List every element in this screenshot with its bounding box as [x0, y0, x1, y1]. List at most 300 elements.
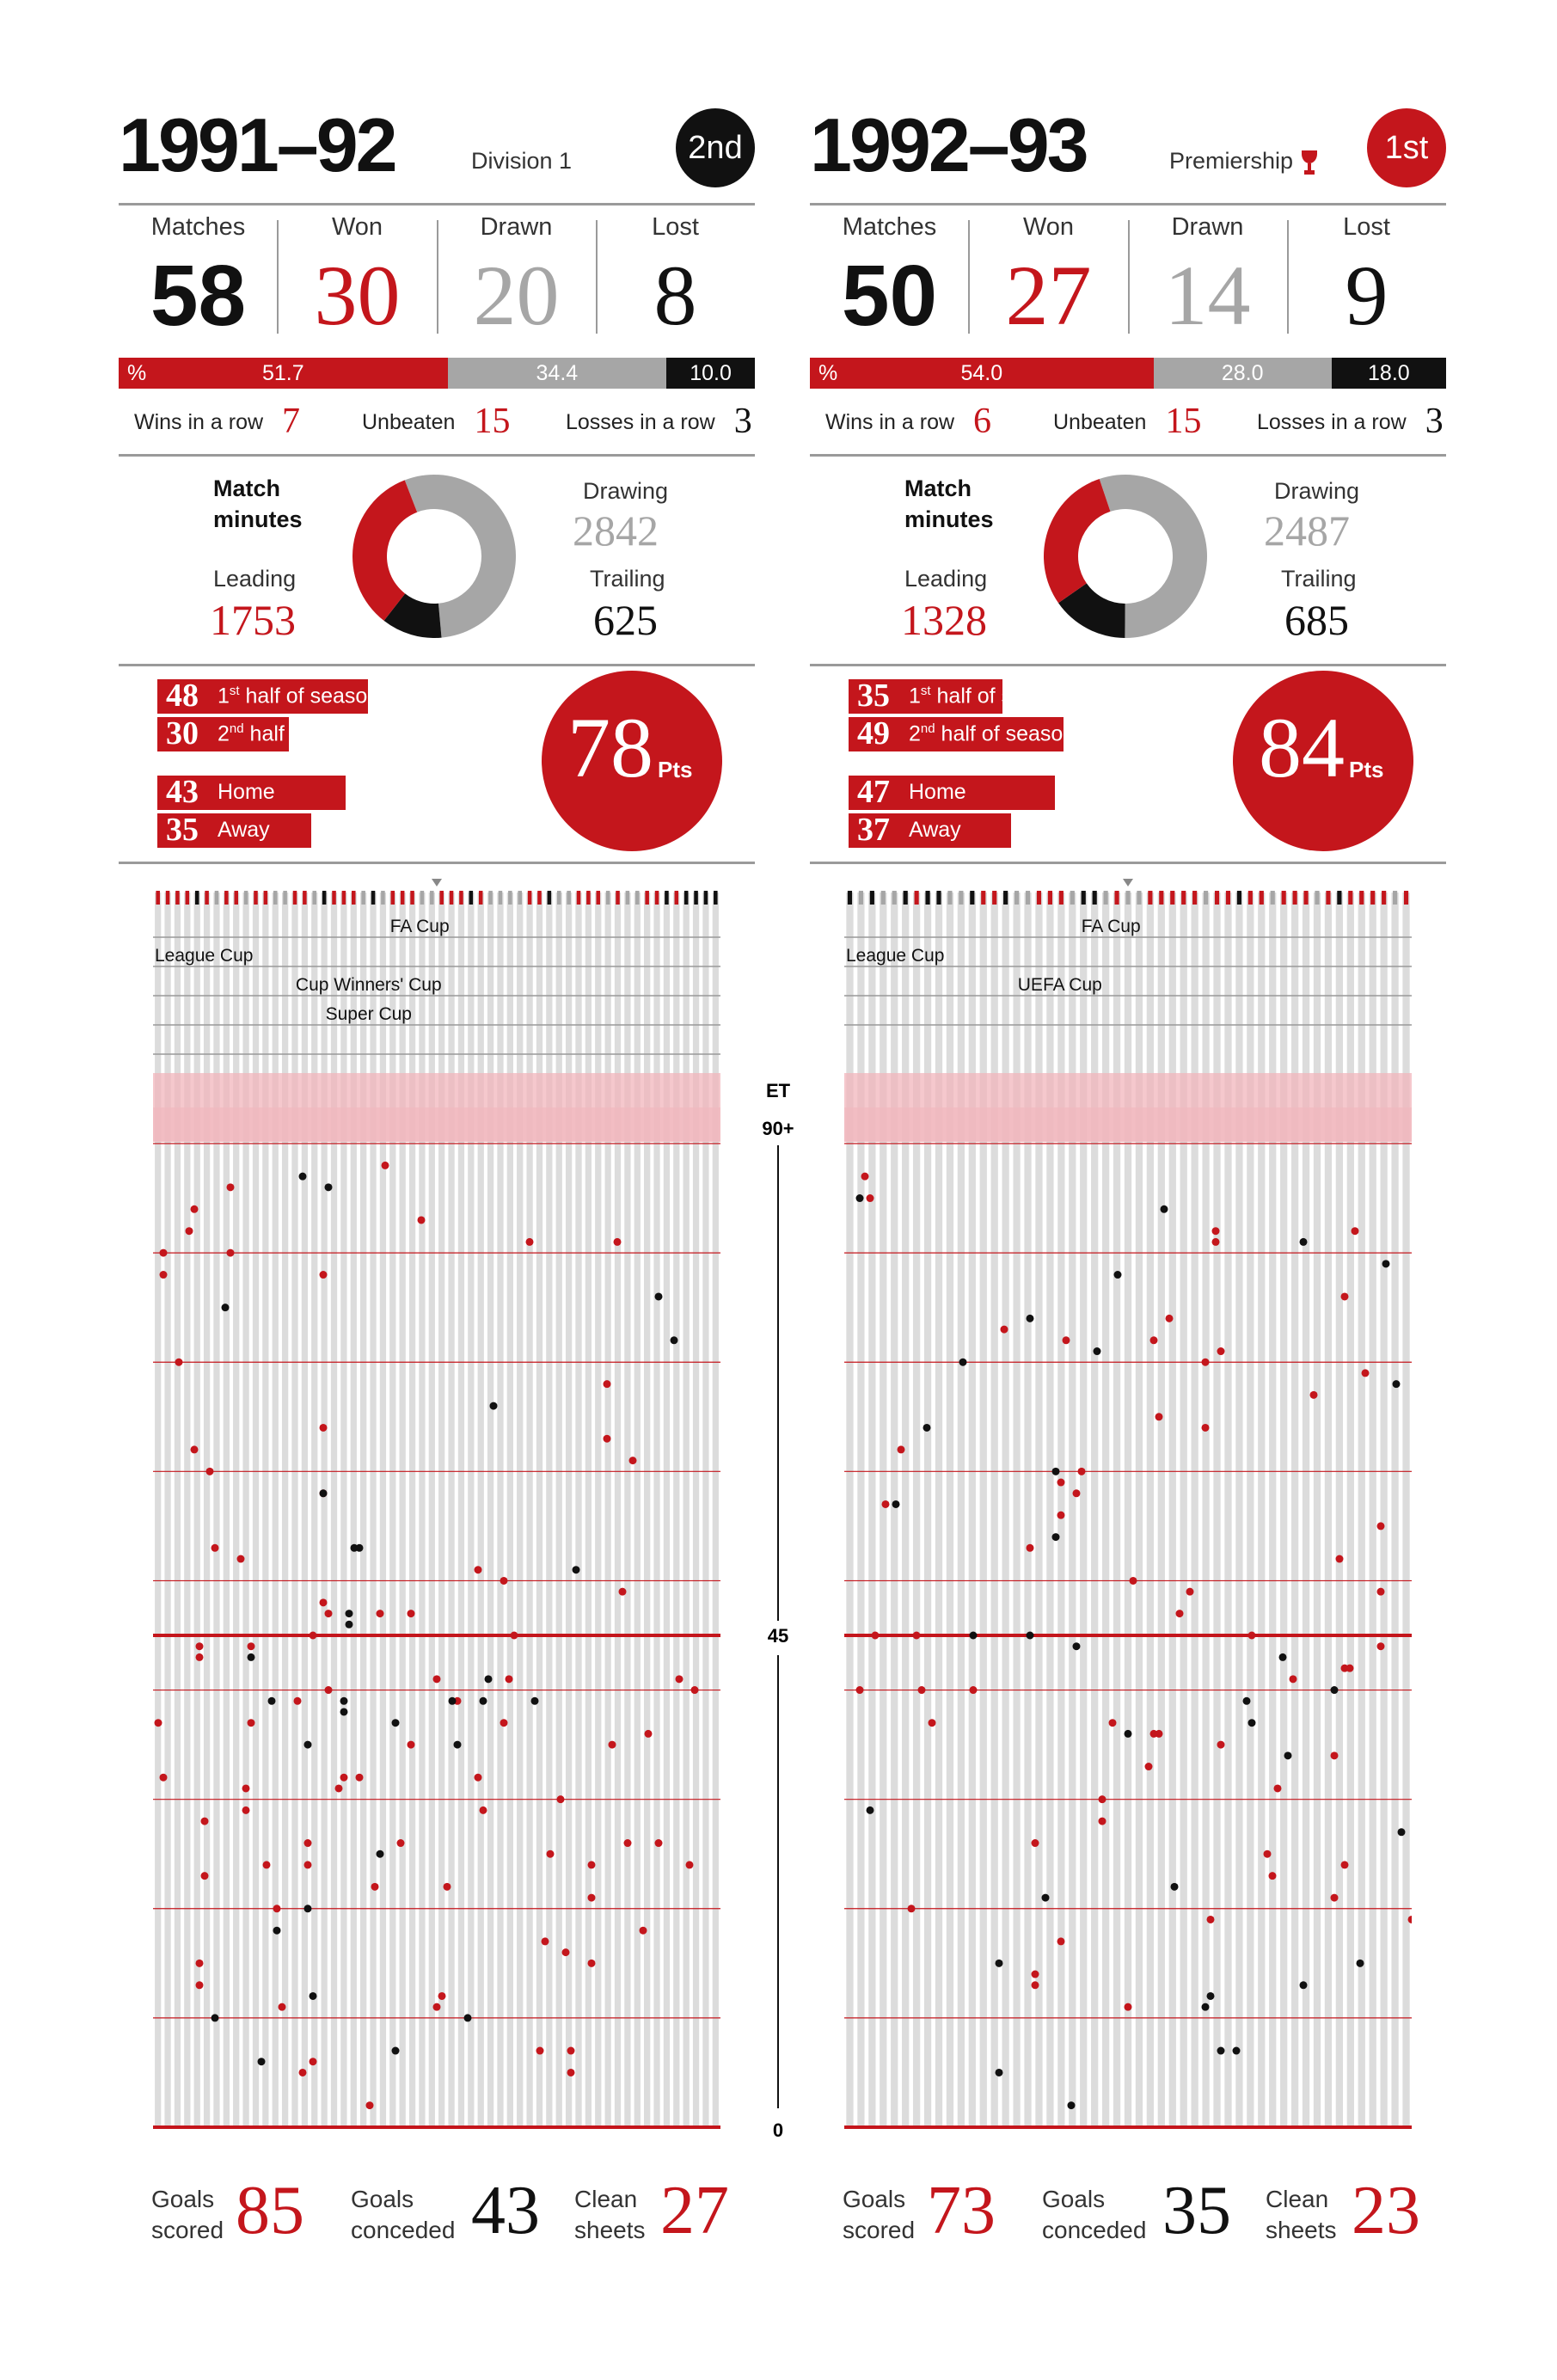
goal-scored-dot: [567, 2047, 575, 2055]
goal-scored-dot: [1032, 1971, 1039, 1978]
points-label: Home: [218, 780, 275, 804]
label-line: Goals: [351, 2186, 414, 2212]
goal-conceded-dot: [392, 2047, 400, 2055]
goal-conceded-dot: [1357, 1960, 1364, 1967]
goal-conceded-dot: [304, 1905, 312, 1912]
goal-conceded-dot: [1279, 1653, 1287, 1661]
goal-scored-dot: [1290, 1675, 1297, 1683]
result-marker: [1348, 891, 1352, 905]
goal-scored-dot: [1274, 1784, 1282, 1792]
goal-scored-dot: [377, 1610, 384, 1617]
season-midpoint-marker: [1123, 879, 1133, 886]
result-marker: [981, 891, 985, 905]
goal-scored-dot: [211, 1544, 219, 1552]
goal-scored-dot: [242, 1806, 250, 1814]
result-marker: [1125, 891, 1130, 905]
competition-label: League Cup: [846, 946, 945, 966]
result-marker: [352, 891, 356, 905]
streak-value: 6: [973, 402, 992, 441]
drawing-label: Drawing: [583, 478, 669, 504]
goal-scored-dot: [310, 1632, 317, 1640]
goal-conceded-dot: [325, 1183, 333, 1191]
goal-scored-dot: [320, 1424, 328, 1432]
goal-scored-dot: [1145, 1763, 1153, 1770]
stat-label: Drawn: [480, 213, 553, 241]
result-marker: [391, 891, 395, 905]
stat-matches: [810, 213, 969, 343]
result-marker: [332, 891, 336, 905]
points-value: 30: [166, 715, 199, 751]
divider: [810, 203, 1446, 205]
label-line: conceded: [1042, 2217, 1147, 2243]
goal-scored-dot: [882, 1500, 890, 1508]
label-line: sheets: [574, 2217, 646, 2243]
goal-scored-dot: [908, 1905, 916, 1912]
goal-conceded-dot: [1027, 1632, 1034, 1640]
pct-drawn-value: 34.4: [536, 361, 579, 385]
goal-conceded-dot: [996, 2069, 1003, 2076]
goal-conceded-dot: [356, 1544, 364, 1552]
result-marker: [714, 891, 718, 905]
goal-scored-dot: [1341, 1861, 1349, 1868]
goal-scored-dot: [237, 1555, 245, 1563]
text: half of season: [930, 684, 1071, 708]
result-marker: [704, 891, 708, 905]
points-label: Away: [218, 818, 270, 842]
league-position-badge: 1st: [1367, 108, 1446, 187]
goals-scored-value: 85: [236, 2173, 304, 2248]
points-second-half-bar: [157, 715, 384, 751]
result-marker: [1271, 891, 1275, 905]
goal-scored-dot: [686, 1861, 694, 1868]
extra-time-band: [153, 1073, 720, 1107]
goal-scored-dot: [366, 2101, 374, 2109]
goal-scored-dot: [624, 1839, 632, 1847]
goal-scored-dot: [691, 1686, 699, 1694]
stat-value: 8: [653, 248, 697, 343]
goal-scored-dot: [929, 1719, 936, 1727]
result-marker: [694, 891, 698, 905]
match-minutes-label: [213, 473, 303, 535]
goal-conceded-dot: [856, 1194, 864, 1202]
axis-label-0: 0: [772, 2119, 784, 2141]
trailing-label: Trailing: [1281, 566, 1357, 592]
goal-scored-dot: [227, 1249, 235, 1257]
competition-label: Super Cup: [325, 1004, 413, 1024]
goal-conceded-dot: [1207, 1992, 1215, 2000]
result-marker: [1114, 891, 1119, 905]
goal-scored-dot: [547, 1850, 555, 1858]
goal-scored-dot: [206, 1468, 214, 1475]
goal-conceded-dot: [449, 1697, 457, 1705]
goal-scored-dot: [1001, 1326, 1008, 1334]
goal-scored-dot: [248, 1642, 255, 1650]
goal-scored-dot: [408, 1741, 415, 1749]
goal-scored-dot: [1264, 1850, 1272, 1858]
streak-losses: [1257, 401, 1444, 442]
divider: [119, 203, 755, 205]
goal-scored-dot: [506, 1675, 513, 1683]
match-minutes-donut: [352, 475, 516, 638]
goal-scored-dot: [186, 1227, 193, 1235]
result-marker: [1237, 891, 1241, 905]
result-marker: [361, 891, 365, 905]
goal-scored-dot: [175, 1359, 183, 1366]
result-marker: [1282, 891, 1286, 905]
goal-scored-dot: [1352, 1227, 1359, 1235]
label-line: Clean: [1266, 2186, 1329, 2212]
streak-unbeaten: [362, 401, 510, 442]
sup: nd: [920, 721, 935, 736]
result-marker: [596, 891, 600, 905]
goal-conceded-dot: [1161, 1205, 1168, 1213]
goal-scored-dot: [1212, 1227, 1220, 1235]
goal-scored-dot: [242, 1784, 250, 1792]
goals-conceded-summary: [1042, 2173, 1231, 2248]
clean-sheets-value: 23: [1352, 2173, 1420, 2248]
result-marker: [1192, 891, 1197, 905]
label-line: Match: [904, 475, 972, 501]
result-marker: [479, 891, 483, 905]
stat-label: Matches: [842, 213, 937, 241]
result-marker: [892, 891, 897, 905]
season-title: 1992–93: [810, 102, 1087, 187]
goal-scored-dot: [1027, 1544, 1034, 1552]
goal-scored-dot: [1377, 1588, 1385, 1596]
goal-scored-dot: [304, 1861, 312, 1868]
goal-scored-dot: [1125, 2003, 1132, 2011]
goal-scored-dot: [475, 1774, 482, 1782]
goal-scored-dot: [1176, 1610, 1184, 1617]
points-first-half-bar: [157, 678, 380, 714]
goal-conceded-dot: [480, 1697, 487, 1705]
pct-symbol: %: [818, 361, 838, 385]
goal-scored-dot: [1130, 1577, 1137, 1585]
result-marker: [915, 891, 919, 905]
goal-scored-dot: [1207, 1916, 1215, 1923]
match-minutes-label: [904, 473, 994, 535]
result-marker: [626, 891, 630, 905]
goal-conceded-dot: [273, 1927, 281, 1935]
result-marker: [1181, 891, 1186, 905]
goal-conceded-dot: [1248, 1719, 1256, 1727]
goal-conceded-dot: [923, 1424, 931, 1432]
stat-value: 9: [1345, 248, 1388, 343]
season-panel-1992-93: [810, 0, 1446, 2380]
competition-label: League Cup: [155, 946, 254, 966]
streak-wins: [825, 401, 991, 442]
streak-wins: [134, 401, 300, 442]
result-marker: [548, 891, 552, 905]
goal-conceded-dot: [1233, 2047, 1241, 2055]
divider: [119, 664, 755, 666]
goal-scored-dot: [557, 1795, 565, 1803]
total-points-value: 84: [1259, 700, 1345, 795]
goal-scored-dot: [1331, 1751, 1339, 1759]
trophy-icon: [1300, 149, 1319, 176]
result-marker: [175, 891, 180, 905]
divider: [119, 454, 755, 457]
result-marker: [469, 891, 474, 905]
goal-conceded-dot: [1052, 1533, 1060, 1541]
result-marker: [1137, 891, 1141, 905]
goal-scored-dot: [1346, 1665, 1354, 1672]
result-marker: [904, 891, 908, 905]
match-minutes-donut: [1044, 475, 1207, 638]
goal-scored-dot: [1217, 1741, 1225, 1749]
result-marker: [992, 891, 996, 905]
goal-scored-dot: [160, 1249, 168, 1257]
result-marker: [1404, 891, 1408, 905]
result-marker: [1370, 891, 1375, 905]
points-label: 2nd half of season: [909, 721, 1076, 746]
goal-conceded-dot: [485, 1675, 493, 1683]
points-value: 43: [166, 774, 199, 810]
goal-scored-dot: [1310, 1391, 1318, 1399]
drawing-label: Drawing: [1274, 478, 1360, 504]
pct-drawn-segment: [1154, 358, 1332, 389]
goal-scored-dot: [918, 1686, 926, 1694]
goal-conceded-dot: [531, 1697, 539, 1705]
streak-losses: [566, 401, 752, 442]
goal-scored-dot: [1155, 1413, 1163, 1420]
result-marker: [381, 891, 385, 905]
goal-conceded-dot: [1398, 1828, 1406, 1836]
goal-conceded-dot: [1202, 2003, 1210, 2011]
sup: st: [229, 684, 240, 698]
result-marker: [936, 891, 941, 905]
competition-label: FA Cup: [1081, 917, 1141, 936]
goal-scored-dot: [397, 1839, 405, 1847]
result-marker: [1015, 891, 1019, 905]
result-marker: [273, 891, 278, 905]
sup: nd: [229, 721, 244, 736]
goal-scored-dot: [500, 1577, 508, 1585]
goal-scored-dot: [438, 1992, 446, 2000]
goal-scored-dot: [1217, 1347, 1225, 1355]
sup: st: [920, 684, 931, 698]
result-marker: [342, 891, 346, 905]
clean-sheets-value: 27: [660, 2173, 729, 2248]
pct-won-segment: [119, 358, 448, 389]
stat-drawn: [1128, 213, 1287, 343]
goal-conceded-dot: [1382, 1260, 1390, 1267]
goal-scored-dot: [1166, 1315, 1174, 1322]
points-home-bar: [849, 776, 1055, 810]
leading-label: Leading: [213, 566, 297, 592]
result-marker: [665, 891, 669, 905]
season-panel-1991-92: [119, 0, 755, 2380]
result-marker: [1359, 891, 1364, 905]
label-line: minutes: [213, 506, 303, 532]
total-points-value: 78: [567, 700, 653, 795]
goal-scored-dot: [1212, 1238, 1220, 1246]
donut-leading-segment: [1044, 479, 1110, 603]
label-line: sheets: [1266, 2217, 1337, 2243]
result-marker: [450, 891, 454, 905]
streak-value: 3: [1425, 402, 1444, 441]
goal-conceded-dot: [970, 1632, 978, 1640]
points-unit: Pts: [658, 757, 693, 782]
result-marker: [1048, 891, 1052, 905]
result-marker: [195, 891, 199, 905]
result-marker: [1248, 891, 1253, 905]
result-marker: [859, 891, 863, 905]
goal-scored-dot: [970, 1686, 978, 1694]
goals-conceded-value: 43: [471, 2173, 540, 2248]
goal-conceded-dot: [1052, 1468, 1060, 1475]
goal-scored-dot: [196, 1981, 204, 1989]
result-marker: [1393, 891, 1397, 905]
goal-scored-dot: [913, 1632, 921, 1640]
goal-conceded-dot: [464, 2014, 472, 2021]
total-points-circle: [1233, 671, 1413, 851]
label-line: conceded: [351, 2217, 456, 2243]
result-marker: [557, 891, 561, 905]
label-line: Match: [213, 475, 281, 501]
goal-scored-dot: [335, 1784, 343, 1792]
goal-scored-dot: [1063, 1336, 1070, 1344]
result-marker: [283, 891, 287, 905]
points-value: 47: [857, 774, 890, 810]
goal-timeline-chart: [153, 879, 720, 2143]
goal-conceded-dot: [867, 1806, 874, 1814]
result-marker: [488, 891, 493, 905]
goal-scored-dot: [1362, 1369, 1370, 1377]
points-second-half-bar: [849, 715, 1076, 751]
goal-scored-dot: [273, 1905, 281, 1912]
stat-won: [278, 213, 437, 343]
goal-scored-dot: [588, 1861, 596, 1868]
goal-scored-dot: [604, 1380, 611, 1388]
stat-won: [969, 213, 1128, 343]
goal-conceded-dot: [1331, 1686, 1339, 1694]
goal-scored-dot: [1150, 1336, 1158, 1344]
division-text: Premiership: [1169, 148, 1294, 174]
drawing-minutes: 2842: [573, 506, 659, 555]
stat-label: Lost: [1343, 213, 1390, 241]
result-marker: [537, 891, 542, 905]
extra-time-band: [844, 1073, 1412, 1107]
goal-scored-dot: [1341, 1292, 1349, 1300]
stat-label: Lost: [652, 213, 699, 241]
goals-conceded-value: 35: [1162, 2173, 1231, 2248]
result-marker: [518, 891, 522, 905]
text: half of season: [243, 721, 384, 746]
leading-minutes: 1328: [901, 596, 987, 644]
stoppage-time-band: [153, 1107, 720, 1142]
goal-timeline-chart: [844, 879, 1412, 2143]
result-marker: [606, 891, 610, 905]
goal-conceded-dot: [1171, 1883, 1179, 1891]
goal-scored-dot: [629, 1457, 637, 1464]
total-points-circle: [542, 671, 722, 851]
goal-scored-dot: [320, 1271, 328, 1279]
result-marker: [1148, 891, 1152, 905]
points-first-half-bar: [849, 678, 1071, 714]
result-marker: [156, 891, 160, 905]
goal-scored-dot: [1109, 1719, 1117, 1727]
goal-conceded-dot: [248, 1653, 255, 1661]
result-marker: [655, 891, 659, 905]
goal-scored-dot: [1078, 1468, 1086, 1475]
goal-scored-dot: [1202, 1359, 1210, 1366]
goal-conceded-dot: [1073, 1642, 1081, 1650]
stat-drawn: [437, 213, 596, 343]
points-label: 1st half of season: [909, 684, 1071, 708]
trailing-label: Trailing: [590, 566, 665, 592]
goal-scored-dot: [1202, 1424, 1210, 1432]
goal-scored-dot: [196, 1960, 204, 1967]
goal-scored-dot: [433, 1675, 441, 1683]
goal-conceded-dot: [392, 1719, 400, 1727]
goal-conceded-dot: [346, 1621, 353, 1629]
goal-scored-dot: [418, 1216, 426, 1224]
goal-conceded-dot: [454, 1741, 462, 1749]
result-marker: [848, 891, 852, 905]
stat-lost: [596, 213, 755, 343]
label-line: scored: [843, 2217, 916, 2243]
goal-scored-dot: [1331, 1894, 1339, 1902]
goal-scored-dot: [1248, 1632, 1256, 1640]
division-label: Division 1: [471, 148, 573, 174]
goal-conceded-dot: [340, 1697, 348, 1705]
divider: [119, 862, 755, 864]
stat-value: 14: [1164, 248, 1251, 343]
goals-scored-value: 73: [927, 2173, 996, 2248]
goal-scored-dot: [356, 1774, 364, 1782]
result-marker: [410, 891, 414, 905]
goal-scored-dot: [191, 1445, 199, 1453]
result-marker: [1003, 891, 1008, 905]
label-line: Goals: [151, 2186, 215, 2212]
result-marker: [925, 891, 929, 905]
streak-label: Wins in a row: [825, 410, 955, 434]
points-home-bar: [157, 776, 346, 810]
points-away-bar: [849, 813, 1011, 848]
goal-scored-dot: [872, 1632, 880, 1640]
goal-conceded-dot: [304, 1741, 312, 1749]
result-marker: [528, 891, 532, 905]
goal-conceded-dot: [671, 1336, 678, 1344]
goal-conceded-dot: [1243, 1697, 1251, 1705]
goal-conceded-dot: [268, 1697, 276, 1705]
goal-conceded-dot: [573, 1566, 580, 1573]
goal-scored-dot: [856, 1686, 864, 1694]
stat-value: 50: [841, 248, 938, 344]
stat-value: 58: [150, 248, 247, 344]
goal-scored-dot: [1057, 1512, 1065, 1519]
label-line: scored: [151, 2217, 224, 2243]
pct-lost-value: 18.0: [1368, 361, 1410, 385]
result-marker: [1226, 891, 1230, 905]
pct-symbol: %: [127, 361, 147, 385]
goal-scored-dot: [1377, 1522, 1385, 1530]
stat-value: 20: [473, 248, 560, 343]
goal-scored-dot: [433, 2003, 441, 2011]
result-percentage-bar: [119, 358, 755, 389]
goal-scored-dot: [1073, 1489, 1081, 1497]
result-marker: [1059, 891, 1064, 905]
goal-scored-dot: [408, 1610, 415, 1617]
goal-conceded-dot: [996, 1960, 1003, 1967]
streak-label: Unbeaten: [362, 410, 456, 434]
goal-scored-dot: [1099, 1795, 1106, 1803]
streak-label: Losses in a row: [566, 410, 715, 434]
result-marker: [1170, 891, 1174, 905]
stat-label: Drawn: [1171, 213, 1244, 241]
goal-scored-dot: [567, 2069, 575, 2076]
